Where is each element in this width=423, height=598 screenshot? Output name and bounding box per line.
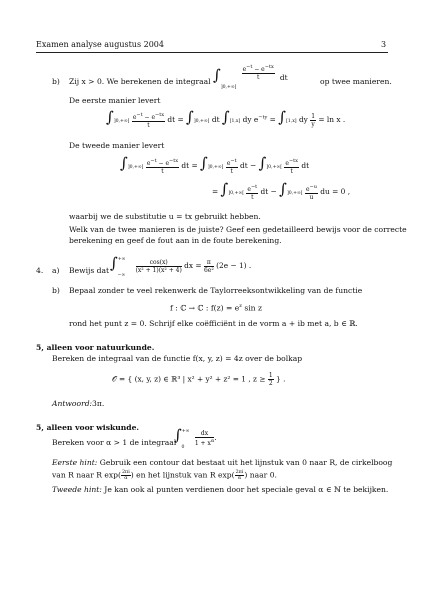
q5w-hint1-line2-a: van R naar R exp( <box>52 470 121 480</box>
q5w-hint1-line2: van R naar R exp( $\frac{2\pi i}{\alpha}$ ) en het lijnstuk van R exp( $\frac{2\pi i}{\alpha}$ ) naar 0. <box>52 470 277 481</box>
q5n-heading: 5, alleen voor natuurkunde. <box>36 343 155 352</box>
q4b-function-tail: sin z <box>244 303 262 313</box>
q4b-text-2: rond het punt z = 0. Schrijf elke coëfficiënt in de vorm a + ib met a, b ∈ ℝ. <box>69 319 358 328</box>
q5w-hint1-label: Eerste hint: <box>52 458 98 467</box>
second-way-label: De tweede manier levert <box>69 141 165 150</box>
q5w-hint1-line2-c: ) naar 0. <box>244 470 277 480</box>
second-way-result: du = 0 , <box>320 187 351 196</box>
q4a-equation: $\int^{+\infty}_{-\infty}$ $\frac{\cos(x)}{\text{(x² + 1)(x² + 4)}}$ dx = $\frac{\pi}{\text{6e²}}$ (2e − 1) . <box>110 254 252 278</box>
q4b-label: b) <box>52 286 60 295</box>
q5n-text: Bereken de integraal van de functie f(x, y, z) = 4z over de bolkap <box>52 354 303 363</box>
q5w-heading: 5, alleen voor wiskunde. <box>36 423 140 432</box>
q5w-hint2-label: Tweede hint: <box>52 485 102 494</box>
first-way-label: De eerste manier levert <box>69 96 161 105</box>
second-way-equation-1: ∫]0,+∞[ $\frac{e^{-t} - e^{-tx}}{t}$ dt = ∫]0,+∞[ $\frac{e^{-t}}{t}$ dt − ∫]0,+∞[ $\frac{e^{-tx}}{t}$ dt <box>120 154 310 175</box>
header-rule <box>36 52 388 53</box>
q5n-answer-value: 3π. <box>92 399 105 408</box>
q4a-text: Bewijs dat <box>69 266 110 275</box>
header-title: Examen analyse augustus 2004 <box>36 40 164 49</box>
q3b-question-1: Welk van de twee manieren is de juiste? Geef een gedetailleerd bewijs voor de correcte <box>69 225 407 234</box>
q3b-substitution: waarbij we de substitutie u = tx gebruikt hebben. <box>69 212 261 221</box>
q5n-set-rhs: } . <box>276 374 286 384</box>
q3b-question-2: berekening en geef de fout aan in de foute berekening. <box>69 236 282 245</box>
q5w-integral: $\int^{+\infty}_0$ $\frac{dx}{1 + x^\alpha}$ . <box>174 426 217 450</box>
q3b-integral: $\int_{]0,+\infty[}$ $\frac{e^{-t} - e^{-tx}}{t}$ dt <box>213 64 288 90</box>
q5w-hint2 <box>52 485 388 494</box>
q5n-set: 𝒪 = { (x, y, z) ∈ ℝ³ | x² + y² + z² = 1 , z ≥ $\frac{1}{2}$ } . <box>112 372 286 387</box>
q5n-answer-label: Antwoord: <box>52 399 93 408</box>
q3b-label: b) <box>52 77 60 86</box>
first-way-equation: ∫]0,+∞[ $\frac{e^{-t} - e^{-tx}}{t}$ dt = ∫]0,+∞[ dt ∫[1,x] dy $e^{-ty} = \int[1,x]$ dy $\frac{1}{y}$ = ln x . <box>106 108 346 129</box>
q4b-text-1: Bepaal zonder te veel rekenwerk de Taylorreeksontwikkeling van de functie <box>69 286 363 295</box>
q4-number: 4. <box>36 266 44 275</box>
q5w-hint2-text: Je kan ook al punten verdienen door het speciale geval α ∈ ℕ te bekijken. <box>104 485 389 494</box>
q5w-hint1-line2-b: ) en het lijnstuk van R exp( <box>130 470 235 480</box>
q5w-hint1 <box>52 458 392 467</box>
q5w-hint1-line1: Gebruik een contour dat bestaat uit het lijnstuk van 0 naar R, de cirkelboog <box>99 458 393 467</box>
q4b-function: f : ℂ → ℂ : $f(z) = e^z$ sin z <box>170 303 262 313</box>
q5n-set-lhs: 𝒪 = { (x, y, z) ∈ ℝ³ | x² + y² + z² = 1 , z ≥ <box>112 374 266 384</box>
q4a-label: a) <box>52 266 60 275</box>
first-way-result: = ln x . <box>318 115 346 124</box>
q4b-function-lhs: f : ℂ → ℂ : f(z) = e <box>170 303 240 313</box>
q4a-result: (2e − 1) . <box>216 261 252 270</box>
q3b-intro: Zij x > 0. We berekenen de integraal <box>69 77 211 86</box>
second-way-equation-2: = ∫]0,+∞[ $\frac{e^{-t}}{t}$ dt − ∫]0,+∞[ $\frac{e^{-u}}{u}$ du = 0 , <box>212 180 351 201</box>
page-number: 3 <box>381 40 387 49</box>
q3b-intro-tail: op twee manieren. <box>320 77 392 86</box>
q5w-text: Bereken voor α > 1 de integraal <box>52 438 177 447</box>
